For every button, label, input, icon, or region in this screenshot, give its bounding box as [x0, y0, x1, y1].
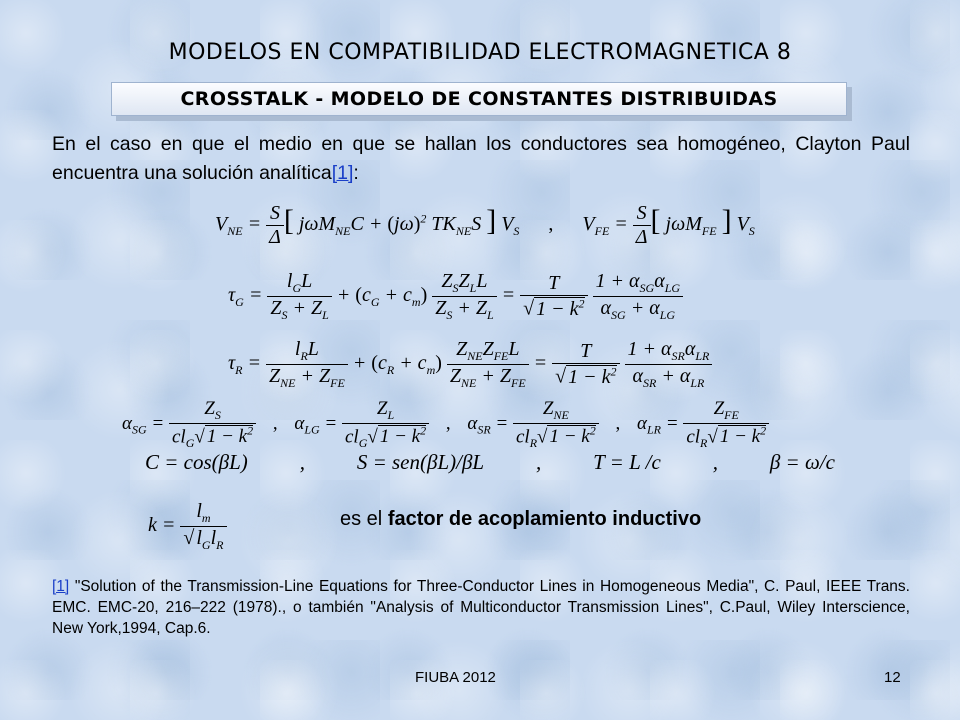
intro-reference-link[interactable]: [1]: [331, 162, 354, 184]
k-description: [340, 508, 701, 531]
def-c: C = cos(βL): [145, 450, 248, 474]
subtitle-text: CROSSTALK - MODELO DE CONSTANTES DISTRIBUIDAS: [180, 88, 778, 110]
intro-colon: :: [353, 162, 359, 184]
def-sep-1: ,: [299, 450, 305, 474]
equation-voltages: $V_{NE}$ = $\frac{S}{\Delta}$ [ $j\omega M_{NE}C + (j\omega)^2$ $TK_{NE}S$ ] $V_S$ , $V_{FE}$ = $\frac{S}{\Delta}$ [ jωM$_{FE}$ ] $V_S$: [215, 202, 755, 248]
slide-title: MODELOS EN COMPATIBILIDAD ELECTROMAGNETICA 8: [168, 40, 792, 65]
reference-note: [52, 576, 910, 639]
definitions-line: [145, 450, 835, 475]
subtitle-box: [111, 82, 847, 116]
equation-tau-r: $\tau_R$ = $\frac{l_RL}{Z_{NE} + Z_{FE}}$ + $(c_R + c_m)$ $\frac{Z_{NE}Z_{FE}L}{Z_{NE} + Z_{FE}}$ = $\frac{T}{√ 1 - k^2}$ $\frac{1 + \alpha_{SR}\alpha_{LR}}{\alpha_{SR} + \alpha_{LR}}$: [228, 338, 712, 391]
footer-label: FIUBA 2012: [415, 669, 496, 686]
def-t: T = L /c: [593, 450, 661, 474]
intro-paragraph: [52, 130, 910, 188]
k-description-bold: factor de acoplamiento inductivo: [387, 508, 702, 530]
def-s: S = sen(βL)/βL: [356, 450, 485, 474]
equation-k: k = $\frac{l_m}{√ l_Gl_R}$: [148, 500, 227, 553]
reference-link[interactable]: [1]: [52, 578, 70, 595]
equation-tau-g: $\tau_G$ = $\frac{l_GL}{Z_S + Z_L}$ + $(c_G + c_m)$ $\frac{Z_SZ_LL}{Z_S + Z_L}$ = $\frac{T}{√ 1 - k^2}$ $\frac{1 + \alpha_{SG}\alpha_{LG}}{\alpha_{SG} + \alpha_{LG}}$: [228, 270, 683, 323]
def-beta: β = ω/c: [769, 450, 835, 474]
def-sep-2: ,: [535, 450, 542, 474]
equation-alphas: $\alpha_{SG}$ = $\frac{Z_S}{cl_G√ 1 - k^2}$ , $\alpha_{LG}$ = $\frac{Z_L}{cl_G√ 1 - k^2}$ , $\alpha_{SR}$ = $\frac{Z_{NE}}{cl_R√ 1 - k^2}$ , $\alpha_{LR}$ = $\frac{Z_{FE}}{cl_R√ 1 - k^2}$: [122, 398, 769, 451]
intro-text: En el caso en que el medio en que se hallan los conductores sea homogéneo, Clayton Paul encuentra una solución analítica: [52, 133, 910, 184]
def-sep-3: ,: [712, 450, 718, 474]
page-number: 12: [884, 669, 901, 686]
k-description-prefix: es el: [340, 508, 388, 530]
reference-text: "Solution of the Transmission-Line Equations for Three-Conductor Lines in Homogeneous Media", C. Paul, IEEE Trans. EMC. EMC-20, 216–222 (1978)., o también "Analysis of Multiconductor Transmission Lines", C.Paul, Wiley Interscience, New York,1994, Cap.6.: [52, 578, 910, 637]
